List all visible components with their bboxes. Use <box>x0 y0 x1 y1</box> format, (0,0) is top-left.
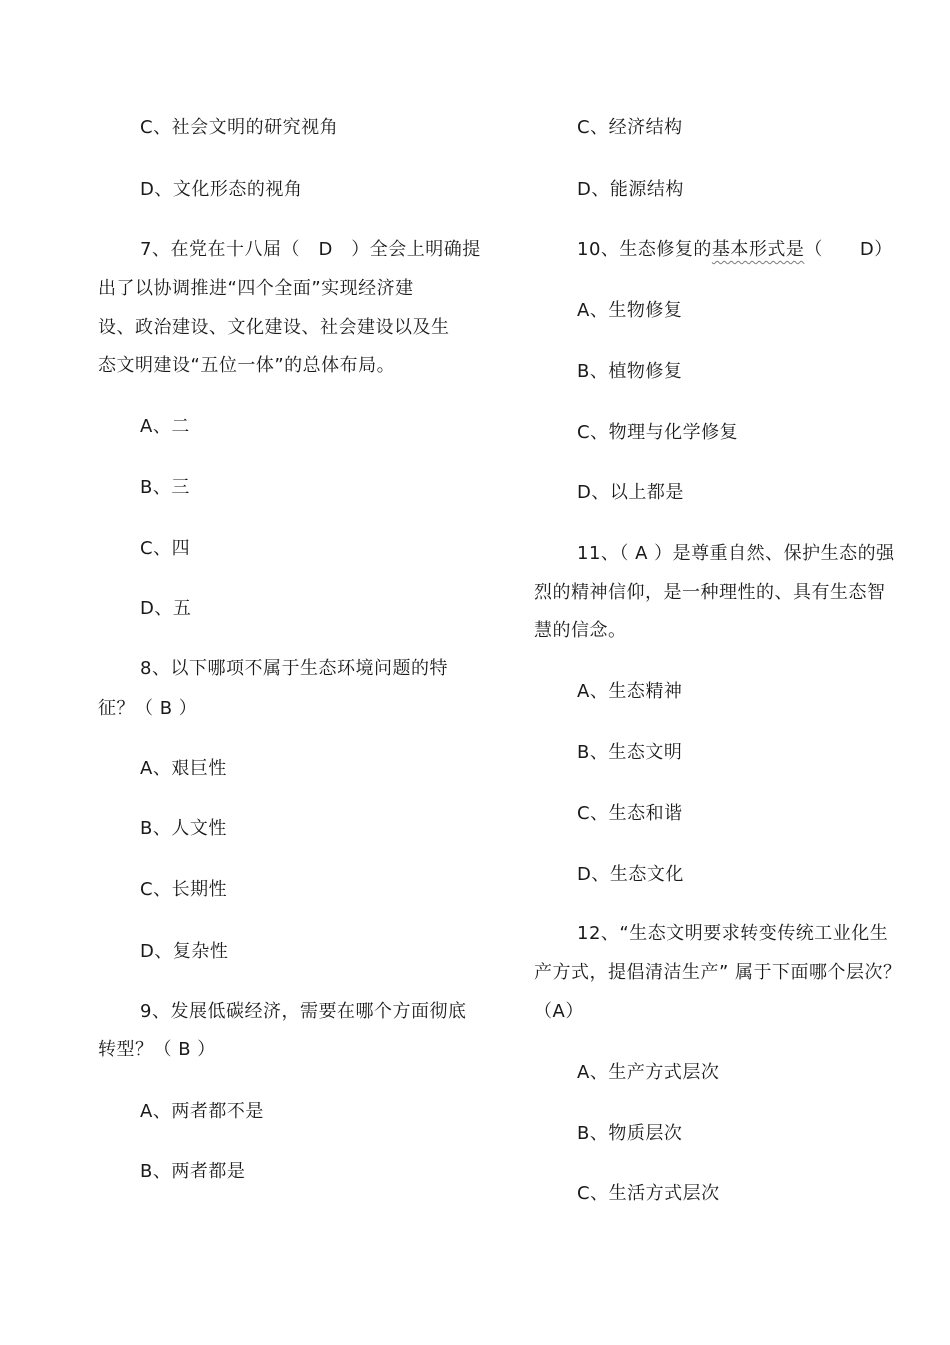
q8-question-line2: 征？（ B ） <box>98 698 198 719</box>
q10-option-c: C、物理与化学修复 <box>577 422 739 443</box>
q6-option-c: C、社会文明的研究视角 <box>140 117 339 138</box>
q7-question-line4: 态文明建设“五位一体”的总体布局。 <box>98 355 396 376</box>
q7-question-line2: 出了以协调推进“四个全面”实现经济建 <box>98 278 414 299</box>
q8-option-d: D、复杂性 <box>140 941 229 962</box>
q7-option-b: B、三 <box>140 477 190 498</box>
q9-option-c: C、经济结构 <box>577 117 683 138</box>
q8-option-b: B、人文性 <box>140 818 227 839</box>
q9-option-a: A、两者都不是 <box>140 1101 264 1122</box>
q9-option-b: B、两者都是 <box>140 1161 246 1182</box>
q11-question-line3: 慧的信念。 <box>534 620 627 641</box>
q7-option-d: D、五 <box>140 598 192 619</box>
q10-question-prefix: 10、生态修复的 <box>577 239 712 260</box>
q12-question-line2: 产方式，提倡清洁生产” 属于下面哪个层次？ <box>534 962 902 983</box>
q12-option-b: B、物质层次 <box>577 1123 683 1144</box>
q12-question-line3: （A） <box>534 1001 584 1022</box>
q11-question-line1: 11、（ A ）是尊重自然、保护生态的强 <box>577 543 895 564</box>
q11-option-a: A、生态精神 <box>577 681 683 702</box>
q10-question-suffix: （ D） <box>804 239 893 260</box>
q9-question-line2: 转型？（ B ） <box>98 1039 216 1060</box>
q8-option-c: C、长期性 <box>140 879 228 900</box>
q10-option-d: D、以上都是 <box>577 482 684 503</box>
q7-question-line3: 设、政治建设、文化建设、社会建设以及生 <box>98 317 450 338</box>
q11-option-b: B、生态文明 <box>577 742 683 763</box>
q9-question-line1: 9、发展低碳经济，需要在哪个方面彻底 <box>140 1001 467 1022</box>
q7-option-c: C、四 <box>140 538 191 559</box>
q12-question-line1: 12、“生态文明要求转变传统工业化生 <box>577 923 889 944</box>
q6-option-d: D、文化形态的视角 <box>140 179 303 200</box>
q9-option-d: D、能源结构 <box>577 179 684 200</box>
q12-option-c: C、生活方式层次 <box>577 1183 720 1204</box>
q10-option-a: A、生物修复 <box>577 300 683 321</box>
q7-question-line1: 7、在党在十八届（ D ）全会上明确提 <box>140 239 481 260</box>
q10-question-underlined: 基本形式是 <box>711 239 805 260</box>
q10-option-b: B、植物修复 <box>577 361 683 382</box>
q8-option-a: A、艰巨性 <box>140 758 227 779</box>
q11-question-line2: 烈的精神信仰，是一种理性的、具有生态智 <box>534 582 886 603</box>
q10-question <box>577 238 893 262</box>
q12-option-a: A、生产方式层次 <box>577 1062 720 1083</box>
q7-option-a: A、二 <box>140 416 190 437</box>
q11-option-c: C、生态和谐 <box>577 803 683 824</box>
q8-question-line1: 8、以下哪项不属于生态环境问题的特 <box>140 658 448 679</box>
q11-option-d: D、生态文化 <box>577 864 684 885</box>
